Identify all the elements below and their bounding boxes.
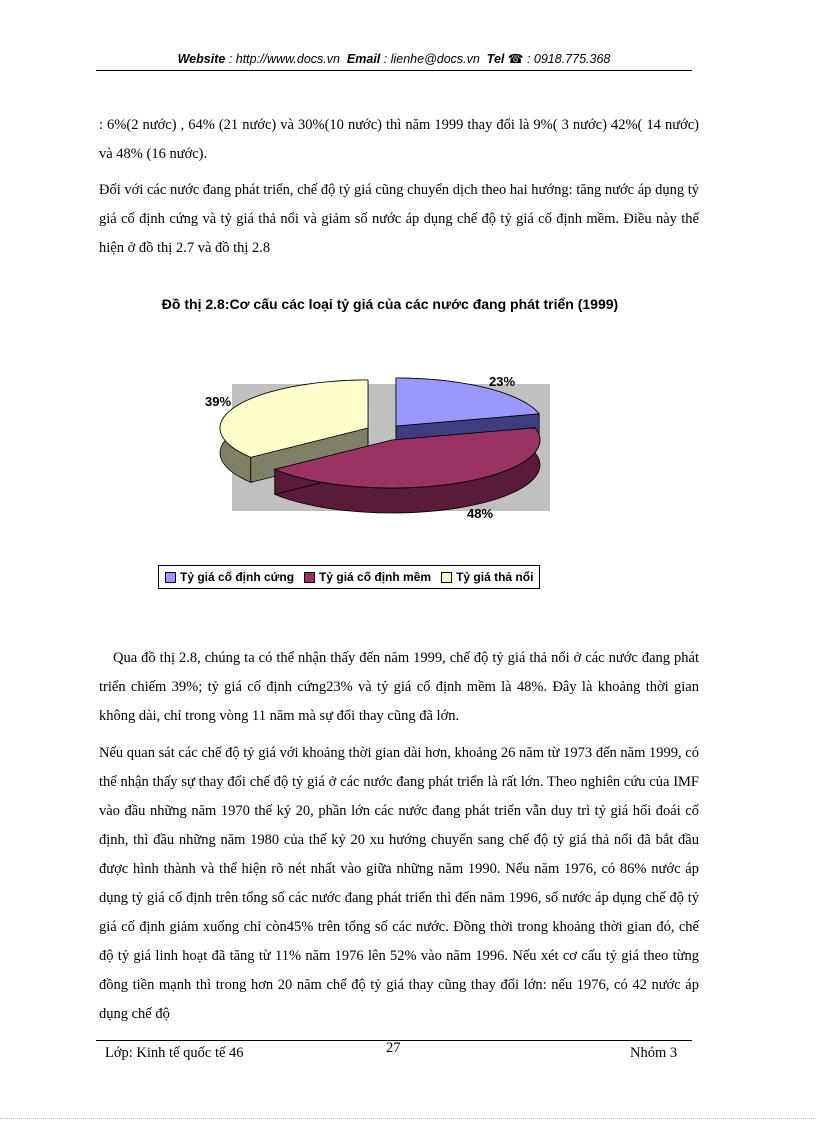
paragraph-2: Đối với các nước đang phát triển, chế độ tỷ giá cũng chuyển dịch theo hai hướng: tăng nước áp dụng tỷ giá cố định cứng và tỷ giá thả nổi và giảm số nước áp dụng chế độ tỷ giá cố định mềm. Điều này thể hiện ở đồ thị 2.7 và đồ thị 2.8 bbox=[99, 182, 699, 256]
tel-label: Tel bbox=[486, 52, 505, 66]
paragraph-4: Nếu quan sát các chế độ tỷ giá với khoảng thời gian dài hơn, khoảng 26 năm từ 1973 đến năm 1999, có thể nhận thấy sự thay đổi chế độ tỷ giá ở các nước đang phát triển là rất lớn. Theo nghiên cứu của IMF vào đầu những năm 1970 thế kỷ 20, phần lớn các nước đang phát triển vẫn duy trì tỷ giá hối đoái cố định, thì đầu những năm 1980 của thế kỷ 20 xu hướng chuyển sang chế độ tỷ giá thả nổi đã bắt đầu được hình thành và thể hiện rõ nét nhất vào giữa những năm 1990. Nếu năm 1976, có 86% nước áp dụng tỷ giá cố định trên tổng số các nước đang phát triển thì đến năm 1996, số nước áp dụng chế độ tỷ giá cố định giảm xuống chỉ còn45% trên tổng số các nước. Đồng thời trong khoảng thời gian đó, chế độ tỷ giá linh hoạt đã tăng từ 11% năm 1976 lên 52% vào năm 1996. Nếu xét cơ cấu tỷ giá theo từng đồng tiền mạnh thì trong hơn 20 năm chế độ tỷ giá thay cũng thay đổi lớn: nếu 1976, có 42 nước áp dụng chế độ bbox=[99, 745, 699, 1022]
legend-swatch-floating bbox=[441, 572, 452, 583]
paragraph-1: : 6%(2 nước) , 64% (21 nước) và 30%(10 nước) thì năm 1999 thay đổi là 9%( 3 nước) 42%( 14 nước) và 48% (16 nước). bbox=[99, 117, 699, 162]
header-divider bbox=[96, 70, 692, 71]
chart-legend bbox=[158, 565, 540, 589]
phone-icon: ☎ bbox=[507, 52, 524, 66]
data-label-1: 48% bbox=[466, 506, 494, 521]
footer-page-number: 27 bbox=[386, 1040, 401, 1056]
pie-chart bbox=[150, 360, 630, 555]
legend-item-hard-peg: Tỷ giá cố định cứng bbox=[165, 570, 294, 584]
chart-title: Đồ thị 2.8:Cơ cấu các loại tỷ giá của các nước đang phát triển (1999) bbox=[161, 296, 619, 312]
paragraph-3: Qua đồ thị 2.8, chúng ta có thể nhận thấy đến năm 1999, chế độ tỷ giá thả nổi ở các nước đang phát triển chiếm 39%; tỷ giá cố định cứng23% và tỷ giá cố định mềm là 48%. Đây là khoảng thời gian không dài, chỉ trong vòng 11 năm mà sự đổi thay cũng đã lớn. bbox=[99, 650, 699, 724]
data-label-0: 23% bbox=[488, 374, 516, 389]
legend-item-soft-peg: Tỷ giá cố định mềm bbox=[304, 570, 431, 584]
page-header bbox=[96, 51, 692, 66]
page-bottom-border bbox=[0, 1118, 816, 1119]
footer-group: Nhóm 3 bbox=[630, 1045, 678, 1061]
legend-item-floating: Tỷ giá thả nổi bbox=[441, 570, 533, 584]
tel-value: : 0918.775.368 bbox=[526, 52, 611, 66]
email-label: Email bbox=[346, 52, 381, 66]
legend-swatch-hard-peg bbox=[165, 572, 176, 583]
email-value[interactable]: : lienhe@docs.vn bbox=[383, 52, 480, 66]
website-label: Website bbox=[177, 52, 226, 66]
legend-swatch-soft-peg bbox=[304, 572, 315, 583]
data-label-2: 39% bbox=[204, 394, 232, 409]
website-value[interactable]: : http://www.docs.vn bbox=[228, 52, 340, 66]
footer-class: Lớp: Kinh tế quốc tế 46 bbox=[105, 1045, 244, 1061]
